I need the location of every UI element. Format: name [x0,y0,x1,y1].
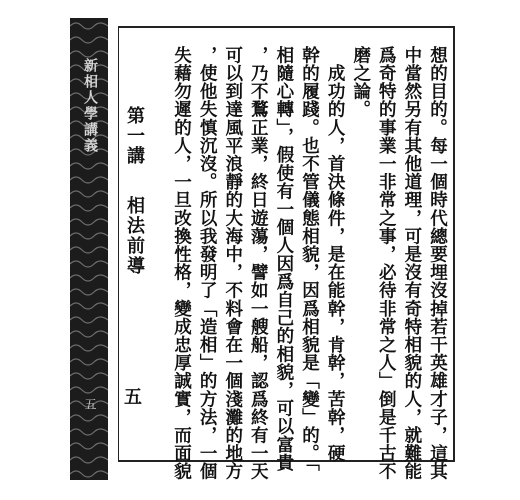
text-column: 爲奇特的事業一非常之事，必待非常之人」倒是千古不 [376,46,397,481]
chapter-label: 第一講 [124,106,145,166]
text-column: 想的目的。每一個時代總要埋沒掉若干英雄才子，這其 [427,46,448,481]
text-column: 可以到達風平浪靜的大海中，不料會在一個淺灘的地方 [222,46,243,481]
text-column: 失藉勿遲的人，一旦改換性格，變成忠厚誠實，而面貌 [171,46,192,481]
text-column: 成功的人，首決條件，是在能幹，肯幹，苦幹，硬 [325,46,346,463]
text-column: 磨之論。 [350,46,371,119]
text-column: 中當然另有其他道理，可是沒有奇特相貌的人，就難能 [401,46,422,481]
text-column: ，使他失慎沉沒。所以我發明了「造相」的方法，一個 [197,46,218,481]
decorative-margin-band [70,18,108,480]
text-column: 相隨心轉」，假使有一個人因爲自己的相貌，可以富貴 [273,46,294,472]
text-column: 幹的履踐。也不管儀態相貌，因爲相貌是「變」的。「 [299,46,320,472]
text-column: ，乃不鶩正業，終日遊蕩，譬如一艘船，認爲終有一天 [248,46,269,481]
book-title: 新相人學講義 [82,58,98,154]
page-number: 五 [124,387,142,408]
section-label: 相法前導 [124,196,145,276]
side-page-number: 五 [83,398,97,410]
